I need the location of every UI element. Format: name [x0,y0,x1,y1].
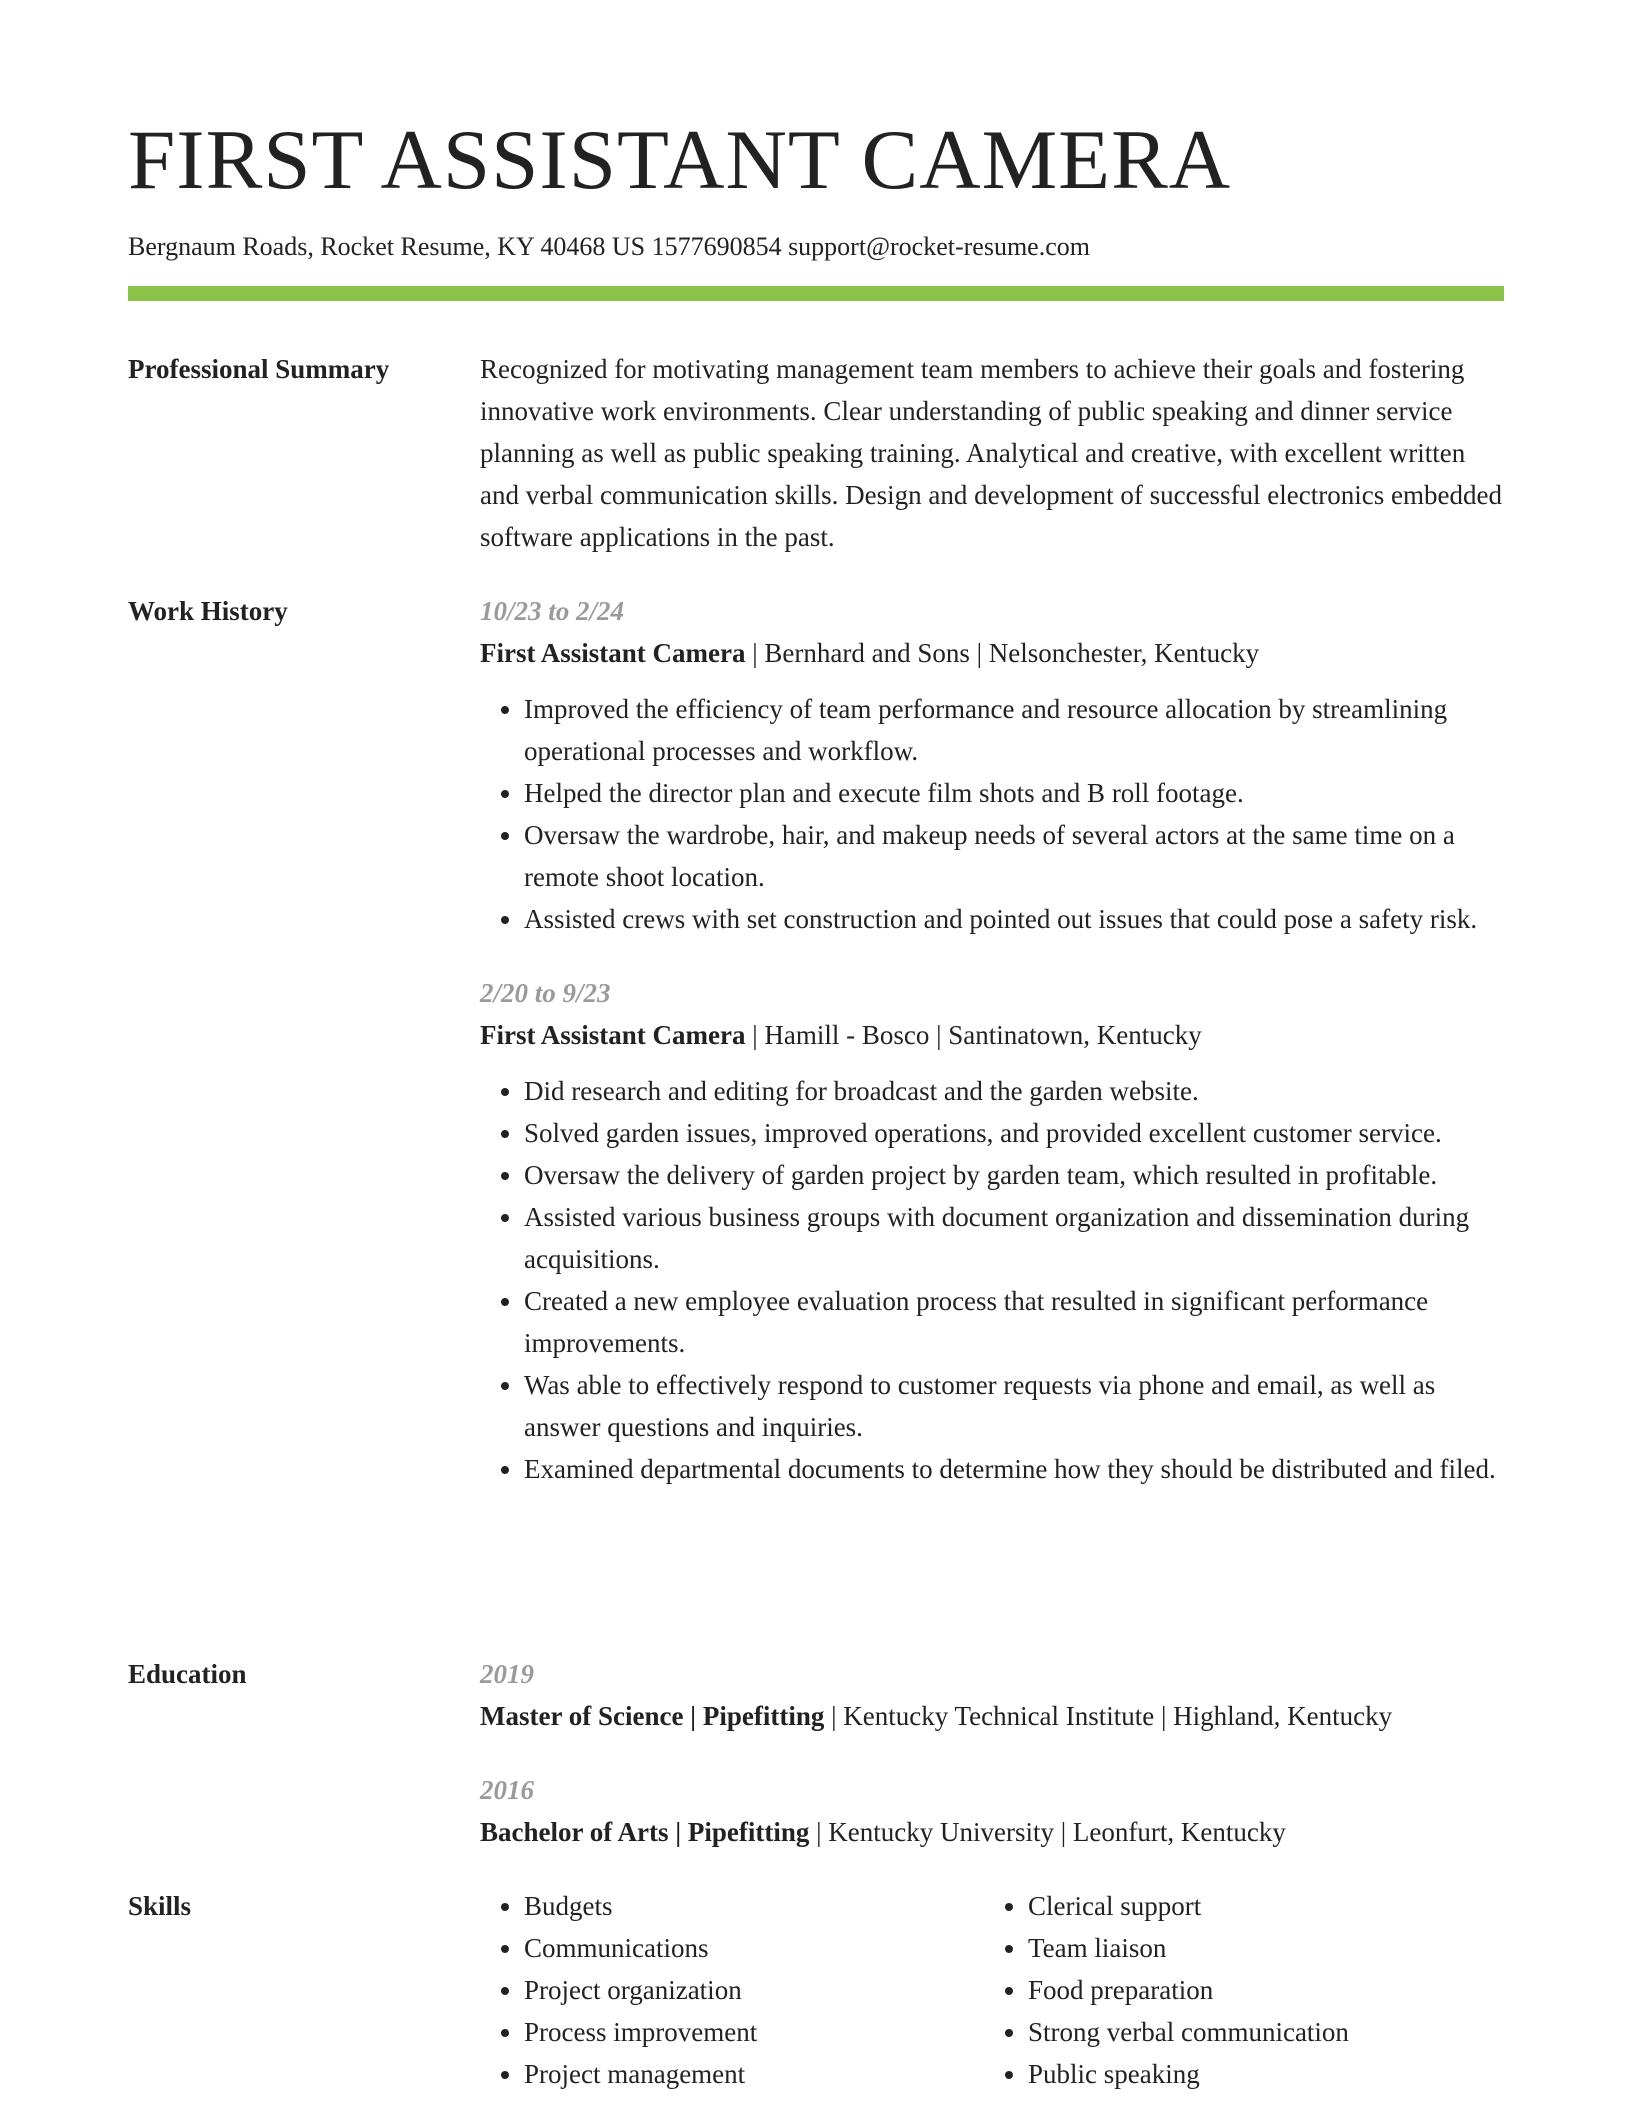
job-title: First Assistant Camera [480,638,746,668]
education-heading: Education [128,1659,247,1689]
skill-item: • Communications [524,1927,984,1969]
job-bullet: • Oversaw the wardrobe, hair, and makeup needs of several actors at the same time on a remote shoot location. [524,814,1504,898]
job-entry [480,972,1504,1490]
job-bullet: • Improved the efficiency of team performance and resource allocation by streamlining operational processes and workflow. [524,688,1504,772]
job-bullet: • Assisted crews with set construction and pointed out issues that could pose a safety risk. [524,898,1504,940]
accent-divider [128,286,1504,301]
education-line [480,1695,1504,1737]
skills-columns [480,1885,1504,2095]
job-bullet: • Did research and editing for broadcast and the garden website. [524,1070,1504,1112]
skills-list-right [984,1885,1488,2095]
skill-item: • Public speaking [1028,2053,1488,2095]
contact-info: Bergnaum Roads, Rocket Resume, KY 40468 US 1577690854 support@rocket-resume.com [128,232,1090,261]
job-dates: 10/23 to 2/24 [480,596,625,626]
education-entry [480,1653,1504,1737]
degree: Master of Science | Pipefitting [480,1701,825,1731]
education-details: | Kentucky University | Leonfurt, Kentucky [809,1817,1286,1847]
education-entry [480,1769,1504,1853]
skill-item: • Clerical support [1028,1885,1488,1927]
skill-item: • Team liaison [1028,1927,1488,1969]
job-bullet: • Was able to effectively respond to customer requests via phone and email, as well as answer questions and inquiries. [524,1364,1504,1448]
job-bullets [480,1070,1504,1490]
job-bullet: • Examined departmental documents to determine how they should be distributed and filed. [524,1448,1504,1490]
job-details: | Bernhard and Sons | Nelsonchester, Kentucky [745,638,1260,668]
job-bullet: • Created a new employee evaluation process that resulted in significant performance improvements. [524,1280,1504,1364]
skills-list-left [480,1885,984,2095]
education-year: 2019 [480,1659,534,1689]
job-dates: 2/20 to 9/23 [480,978,611,1008]
job-details: | Hamill - Bosco | Santinatown, Kentucky [745,1020,1202,1050]
job-entry [480,590,1504,940]
skill-item: • Process improvement [524,2011,984,2053]
job-title-line [480,1014,1504,1056]
job-bullet: • Solved garden issues, improved operations, and provided excellent customer service. [524,1112,1504,1154]
job-title: First Assistant Camera [480,1020,746,1050]
education-line [480,1811,1504,1853]
skills-heading: Skills [128,1891,192,1921]
skill-item: • Food preparation [1028,1969,1488,2011]
work-history-heading: Work History [128,596,288,626]
job-bullet: • Oversaw the delivery of garden project by garden team, which resulted in profitable. [524,1154,1504,1196]
education-details: | Kentucky Technical Institute | Highland, Kentucky [824,1701,1393,1731]
job-bullets [480,688,1504,940]
skill-item: • Strong verbal communication [1028,2011,1488,2053]
summary-heading: Professional Summary [128,354,390,384]
skill-item: • Project management [524,2053,984,2095]
skill-item: • Project organization [524,1969,984,2011]
job-bullet: • Helped the director plan and execute film shots and B roll footage. [524,772,1504,814]
skill-item: • Budgets [524,1885,984,1927]
degree: Bachelor of Arts | Pipefitting [480,1817,810,1847]
job-bullet: • Assisted various business groups with document organization and dissemination during acquisitions. [524,1196,1504,1280]
education-year: 2016 [480,1775,534,1805]
summary-text: Recognized for motivating management team members to achieve their goals and fostering innovative work environments. Clear understanding of public speaking and dinner service planning as well as public speaking training. Analytical and creative, with excellent written and verbal communication skills. Design and development of successful electronics embedded software applications in the past. [480,354,1502,552]
resume-name: FIRST ASSISTANT CAMERA [128,113,1232,207]
job-title-line [480,632,1504,674]
